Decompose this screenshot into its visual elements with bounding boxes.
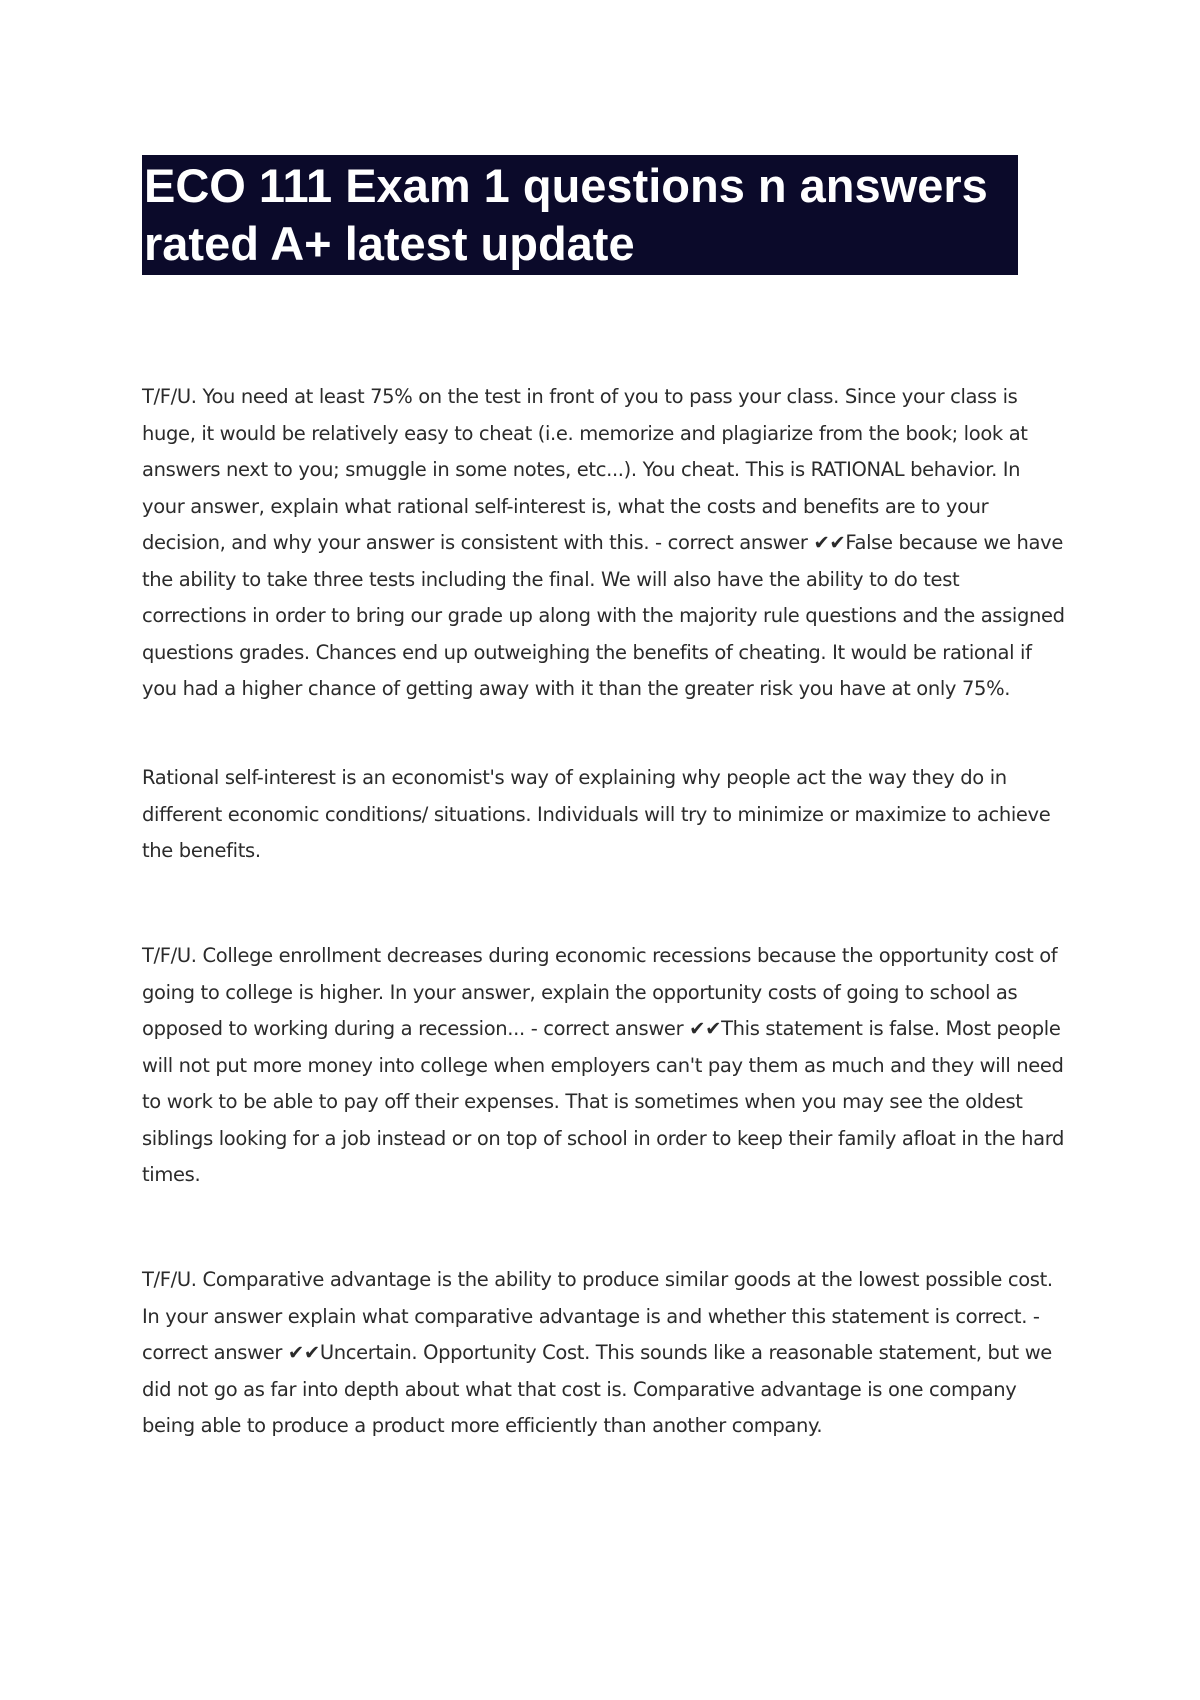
- question-1: [142, 379, 1066, 708]
- question-1-note: [142, 760, 1066, 870]
- question-3: [142, 1262, 1066, 1445]
- title-line: ECO 111 Exam 1 questions n answers: [144, 159, 988, 212]
- question-2-text: T/F/U. College enrollment decreases during economic recessions because the opportunity cost of going to college is higher. In your answer, explain the opportunity costs of going to school as opposed to working during a recession... - correct answer ✔✔This statement is false. Most people will not put more money into college when employers can't pay them as much and they will need to work to be able to pay off their expenses. That is sometimes when you may see the oldest siblings looking for a job instead or on top of school in order to keep their family afloat in the hard times.: [142, 944, 1065, 1186]
- question-1-note-text: Rational self-interest is an economist's way of explaining why people act the way they do in different economic conditions/ situations. Individuals will try to minimize or maximize to achieve the benefits.: [142, 766, 1051, 862]
- title-line: rated A+ latest update: [144, 217, 635, 270]
- question-2: [142, 938, 1066, 1194]
- question-1-text: T/F/U. You need at least 75% on the test in front of you to pass your class. Since your class is huge, it would be relatively easy to cheat (i.e. memorize and plagiarize from the book; look at answers next to you; smuggle in some notes, etc...). You cheat. This is RATIONAL behavior. In your answer, explain what rational self-interest is, what the costs and benefits are to your decision, and why your answer is consistent with this. - correct answer ✔✔False because we have the ability to take three tests including the final. We will also have the ability to do test corrections in order to bring our grade up along with the majority rule questions and the assigned questions grades. Chances end up outweighing the benefits of cheating. It would be rational if you had a higher chance of getting away with it than the greater risk you have at only 75%.: [142, 385, 1065, 700]
- question-3-text: T/F/U. Comparative advantage is the ability to produce similar goods at the lowest possible cost. In your answer explain what comparative advantage is and whether this statement is correct. - correct answer ✔✔Uncertain. Opportunity Cost. This sounds like a reasonable statement, but we did not go as far into depth about what that cost is. Comparative advantage is one company being able to produce a product more efficiently than another company.: [142, 1268, 1053, 1437]
- document-title: [142, 155, 1018, 275]
